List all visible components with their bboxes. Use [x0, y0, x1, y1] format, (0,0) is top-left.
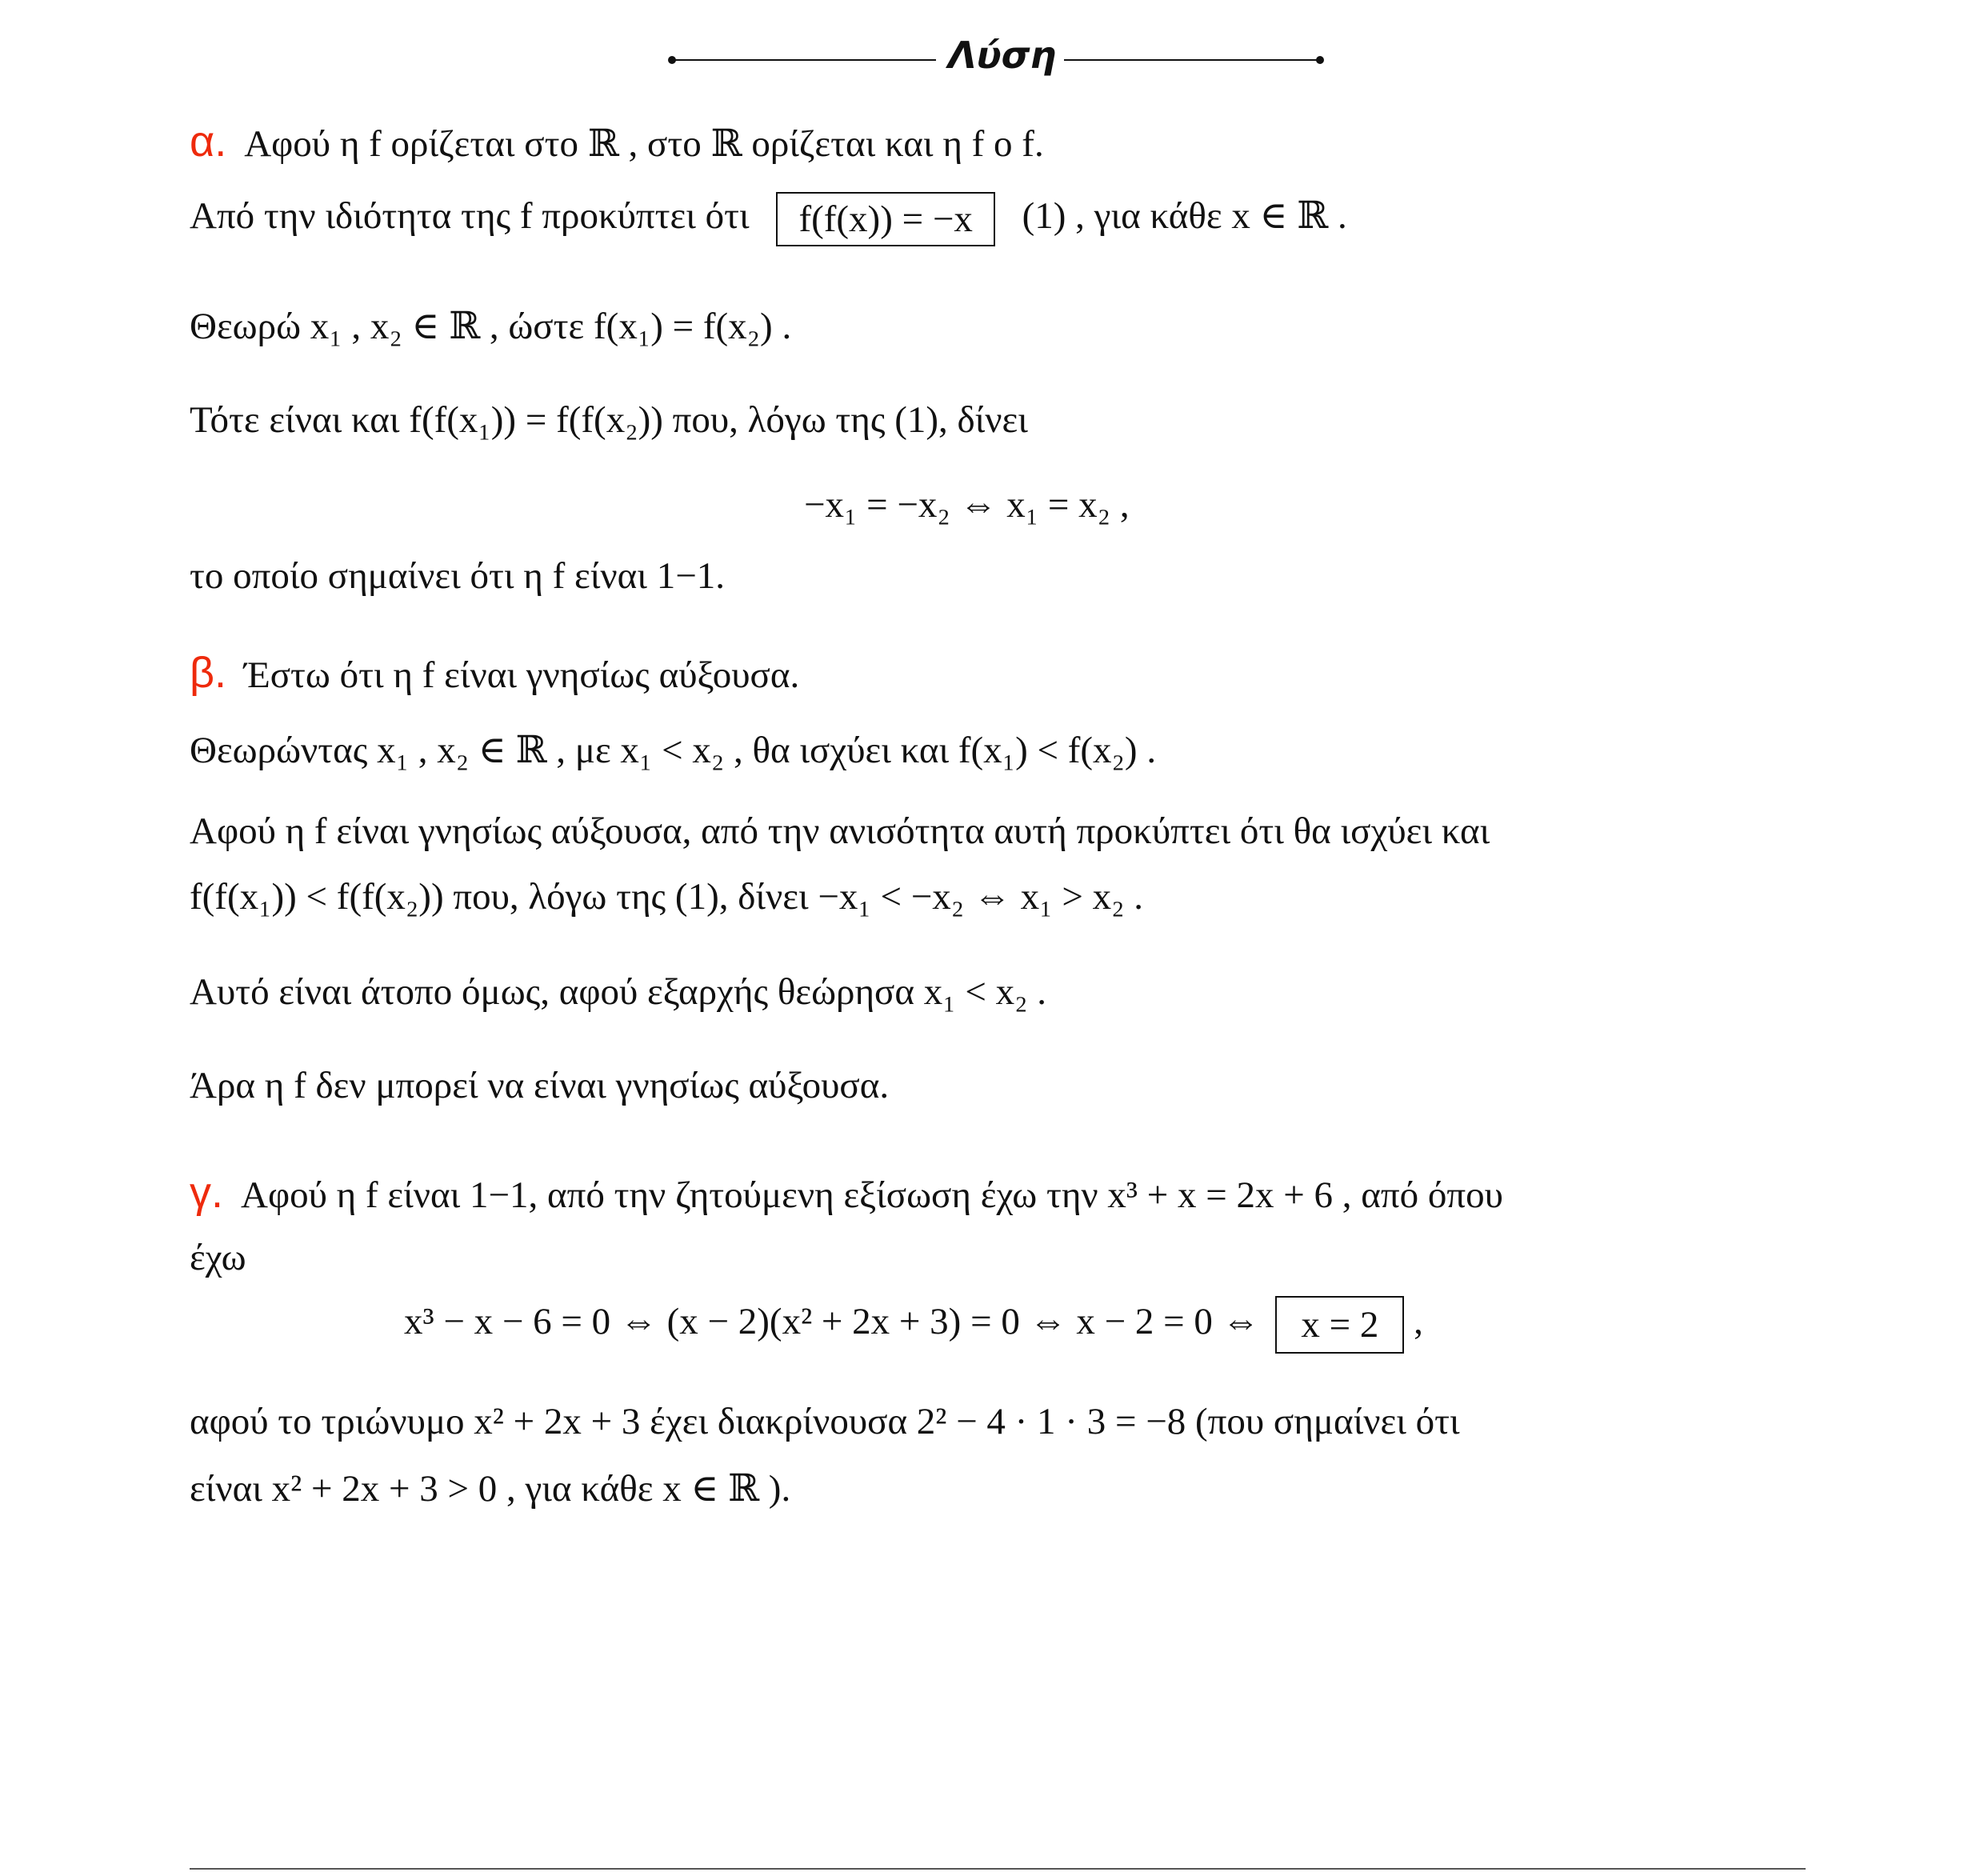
heading-right-rule: [1064, 59, 1320, 61]
part-a-line-5: το οποίο σημαίνει ότι η f είναι 1−1.: [190, 555, 725, 597]
part-b-label: β.: [190, 649, 227, 697]
part-c-line-2: έχω: [190, 1237, 246, 1278]
part-c-equation: x³ − x − 6 = 0 ⇔ (x − 2)(x² + 2x + 3) = 0 ⇔ x − 2 = 0 ⇔ x = 2 ,: [404, 1296, 1423, 1354]
heading-left-rule: [672, 59, 936, 61]
solution-title: Λύση: [948, 34, 1057, 77]
part-b-line-1: β. Έστω ότι η f είναι γνησίως αύξουσα.: [190, 649, 800, 697]
part-a-line-2: Από την ιδιότητα της f προκύπτει ότι f(f(x)) = −x (1) , για κάθε x ∈ ℝ .: [190, 192, 1347, 246]
part-b-line-4: f(f(x₁)) < f(f(x₂)) που, λόγω της (1), δίνει −x₁ < −x₂ ⇔ x₁ > x₂ .: [190, 876, 1143, 918]
part-b-line-2: Θεωρώντας x₁ , x₂ ∈ ℝ , με x₁ < x₂ , θα ισχύει και f(x₁) < f(x₂) .: [190, 730, 1157, 771]
part-a-line-3: Θεωρώ x₁ , x₂ ∈ ℝ , ώστε f(x₁) = f(x₂) .: [190, 306, 792, 347]
part-c-line-4: είναι x² + 2x + 3 > 0 , για κάθε x ∈ ℝ ).: [190, 1468, 791, 1510]
part-c-line-1: γ. Αφού η f είναι 1−1, από την ζητούμενη εξίσωση έχω την x³ + x = 2x + 6 , από όπου: [190, 1169, 1503, 1217]
heading-right-dot: [1316, 56, 1324, 64]
solution-heading: [668, 32, 1324, 88]
boxed-identity: f(f(x)) = −x: [776, 192, 994, 246]
part-a-equation: −x₁ = −x₂ ⇔ x₁ = x₂ ,: [804, 484, 1130, 526]
part-a-label: α.: [190, 118, 227, 166]
part-b-line-6: Άρα η f δεν μπορεί να είναι γνησίως αύξουσα.: [190, 1065, 890, 1106]
footer-rule: [190, 1868, 1806, 1870]
part-a-line-1: α. Αφού η f ορίζεται στο ℝ , στο ℝ ορίζεται και η f ο f.: [190, 118, 1044, 166]
part-a-line-4: Τότε είναι και f(f(x₁)) = f(f(x₂)) που, λόγω της (1), δίνει: [190, 399, 1028, 441]
part-c-line-3: αφού το τριώνυμο x² + 2x + 3 έχει διακρίνουσα 2² − 4 · 1 · 3 = −8 (που σημαίνει ότι: [190, 1401, 1460, 1442]
part-b-line-3: Αφού η f είναι γνησίως αύξουσα, από την ανισότητα αυτή προκύπτει ότι θα ισχύει και: [190, 810, 1490, 852]
boxed-solution: x = 2: [1275, 1296, 1404, 1354]
part-c-label: γ.: [190, 1169, 224, 1217]
part-b-line-5: Αυτό είναι άτοπο όμως, αφού εξαρχής θεώρησα x₁ < x₂ .: [190, 971, 1047, 1013]
